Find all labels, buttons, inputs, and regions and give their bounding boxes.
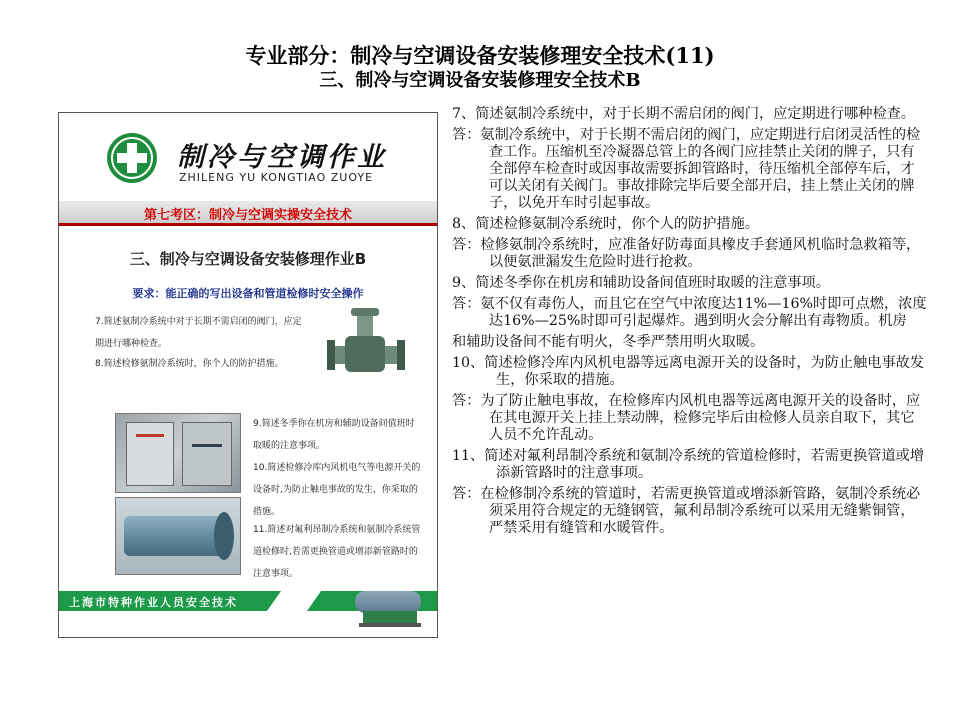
- answer-11: 答：在检修制冷系统的管道时，若需更换管道或增添新管路，氨制冷系统必须采用符合规定的无缝钢管，氟利昂制冷系统可以采用无缝紫铜管，严禁采用有缝管和水暖管件。: [452, 486, 921, 536]
- question-9: 9、简述冬季你在机房和辅助设备间值班时取暖的注意事项。: [452, 275, 830, 291]
- poster-image: [58, 112, 438, 638]
- answer-text: [452, 106, 927, 541]
- answer-10: 答：为了防止触电事故，在检修库内风机电器等远离电源开关的设备时，应在其电源开关上挂上禁动牌，检修完毕后由检修人员亲自取下，其它人员不允许乱动。: [452, 393, 921, 443]
- divider: [59, 223, 437, 226]
- poster-logo: [59, 113, 437, 201]
- valve-photo: [327, 308, 405, 386]
- poster-logo-text: 制冷与空调作业: [177, 142, 387, 173]
- answer-8: 答：检修氨制冷系统时，应准备好防毒面具橡皮手套通风机临时急救箱等，以便氨泄漏发生危险时进行抢救。: [452, 237, 921, 270]
- electrical-panel-photo: [115, 413, 241, 493]
- poster-question-10: 10.简述检修冷库内风机电气等电源开关的设备时,为防止触电事故的发生，你采取的措施。: [253, 463, 421, 517]
- slide-title: 专业部分：制冷与空调设备安装修理安全技术(11): [245, 43, 715, 68]
- question-7: 7、简述氨制冷系统中，对于长期不需启闭的阀门，应定期进行哪种检查。: [452, 106, 916, 122]
- answer-9: 答：氨不仅有毒伤人，而且它在空气中浓度达11%—16%时即可点燃，浓度达16%—25%时即可引起爆炸。遇到明火会分解出有毒物质。机房: [452, 296, 927, 329]
- question-8: 8、简述检修氨制冷系统时，你个人的防护措施。: [452, 216, 759, 232]
- poster-footer-text: 上海市特种作业人员安全技术: [69, 596, 238, 609]
- answer-9-continued: 和辅助设备间不能有明火，冬季严禁用明火取暖。: [452, 334, 765, 350]
- cross-logo-icon: [107, 133, 157, 183]
- poster-logo-pinyin: ZHILENG YU KONGTIAO ZUOYE: [179, 171, 374, 184]
- exam-zone-band: [59, 201, 437, 223]
- poster-requirement: 要求：能正确的写出设备和管道检修时安全操作: [132, 287, 364, 300]
- exam-zone-label: 第七考区：制冷与空调实操安全技术: [143, 208, 352, 223]
- cooler-photo: [115, 497, 241, 575]
- answer-7: 答：氨制冷系统中，对于长期不需启闭的阀门，应定期进行启闭灵活性的检查工作。压缩机至冷凝器总管上的各阀门应挂禁止关闭的牌子，只有全部停车检查时或因事故需要拆卸管路时，待压缩机全部停车后，才可以关闭有关阀门。事故排除完毕后要全部开启，挂上禁止关闭的牌子，以免开车时引起事故。: [452, 127, 921, 211]
- question-10: 10、简述检修冷库内风机电器等远离电源开关的设备时，为防止触电事故发生，你采取的措施。: [452, 355, 925, 388]
- poster-question-9: 9.简述冬季你在机房和辅助设备间值班时取暖的注意事项。: [253, 419, 415, 451]
- slide-subtitle: 三、制冷与空调设备安装修理安全技术B: [319, 70, 641, 91]
- poster-question-7: 7.简述氨制冷系统中对于长期不需启闭的阀门，应定期进行哪种检查。: [95, 317, 302, 349]
- question-11: 11、简述对氟利昂制冷系统和氨制冷系统的管道检修时，若需更换管道或增添新管路时的注意事项。: [452, 448, 925, 481]
- poster-question-11: 11.简述对氟利昂制冷系统和氨制冷系统管道检修时,若需更换管道或增添新管路时的注意事项。: [253, 525, 421, 579]
- compressor-photo: [355, 583, 425, 627]
- poster-question-8: 8.简述检修氨制冷系统时，你个人的防护措施。: [95, 359, 284, 369]
- poster-heading: 三、制冷与空调设备安装修理作业B: [129, 250, 367, 268]
